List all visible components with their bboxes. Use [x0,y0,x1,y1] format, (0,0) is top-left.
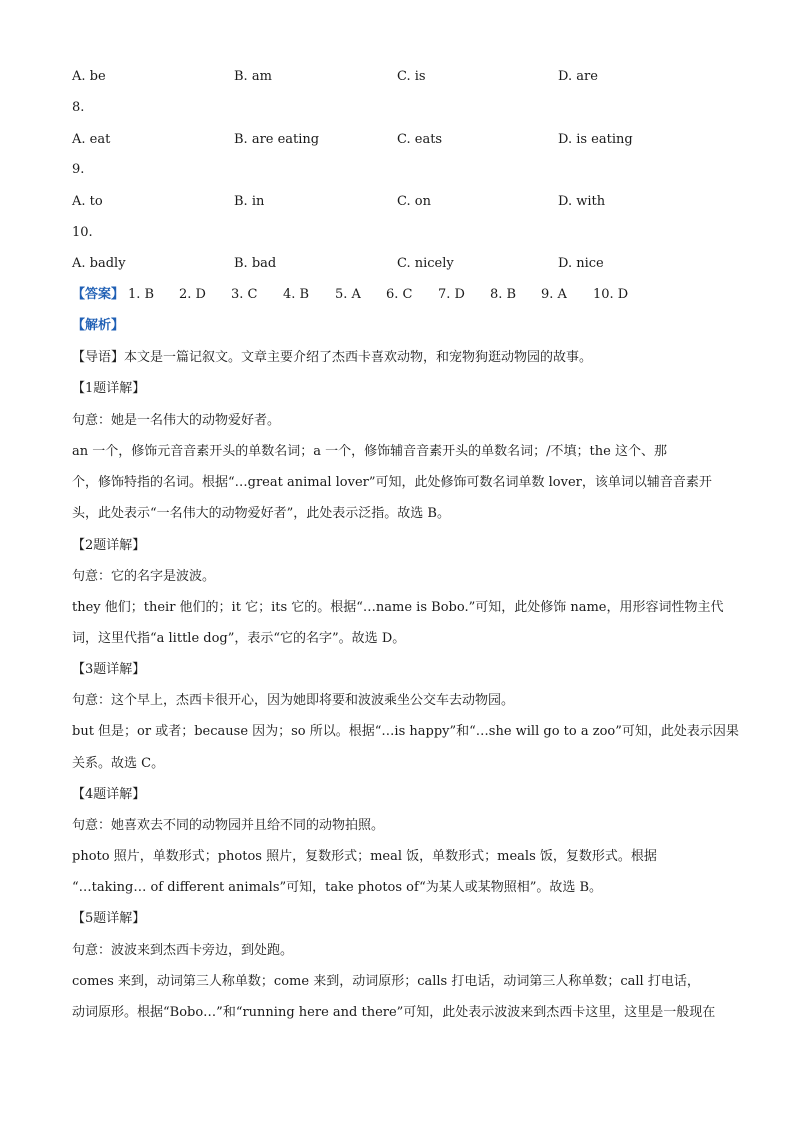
section-text-line: 关系。故选 C。 [72,756,165,771]
section-title: 【1题详解】 [72,381,146,396]
option-a: A. eat [72,132,111,147]
section-title: 【3题详解】 [72,662,146,677]
answer-item: 9. A [541,287,567,302]
question-number: 9. [72,162,85,177]
section-meaning: 句意：这个早上，杰西卡很开心，因为她即将要和波波乘坐公交车去动物园。 [72,693,515,708]
analysis-label: 【解析】 [72,318,125,333]
section-text-line: 头，此处表示“一名伟大的动物爱好者”，此处表示泛指。故选 B。 [72,506,450,521]
option-c: C. on [397,194,431,209]
section-text-line: 动词原形。根据“Bobo…”和“running here and there”可知，此处表示波波来到杰西卡这里，这里是一般现在 [72,1005,716,1020]
section-meaning: 句意：她是一名伟大的动物爱好者。 [72,413,281,428]
section-title: 【5题详解】 [72,911,146,926]
section-text-line: 词，这里代指“a little dog”，表示“它的名字”。故选 D。 [72,631,406,646]
intro-label: 【导语】 [72,350,125,365]
option-b: B. am [234,69,272,84]
answer-item: 1. B [128,287,155,302]
section-text-line: 个，修饰特指的名词。根据“…great animal lover”可知，此处修饰可数名词单数 lover，该单词以辅音音素开 [72,475,712,490]
question-number: 10. [72,225,93,240]
option-d: D. with [558,194,606,209]
section-text-line: but 但是；or 或者；because 因为；so 所以。根据“…is happy”和“…she will go to a zoo”可知，此处表示因果 [72,724,739,739]
section-title: 【2题详解】 [72,538,146,553]
section-title: 【4题详解】 [72,787,146,802]
option-d: D. nice [558,256,604,271]
section-text-line: comes 来到，动词第三人称单数；come 来到，动词原形；calls 打电话，动词第三人称单数；call 打电话， [72,974,700,989]
answer-label: 【答案】 [72,287,125,302]
section-meaning: 句意：波波来到杰西卡旁边，到处跑。 [72,943,294,958]
option-c: C. eats [397,132,443,147]
section-text-line: they 他们；their 他们的；it 它；its 它的。根据“…name is Bobo.”可知，此处修饰 name，用形容词性物主代 [72,600,724,615]
option-b: B. bad [234,256,277,271]
option-c: C. nicely [397,256,454,271]
answer-item: 4. B [283,287,310,302]
intro-line [72,349,592,367]
answer-item: 10. D [593,287,629,302]
answer-item: 7. D [438,287,465,302]
option-c: C. is [397,69,426,84]
section-meaning: 句意：她喜欢去不同的动物园并且给不同的动物拍照。 [72,818,385,833]
option-a: A. badly [72,256,126,271]
section-meaning: 句意：它的名字是波波。 [72,569,216,584]
option-d: D. is eating [558,132,633,147]
section-text-line: an 一个，修饰元音音素开头的单数名词；a 一个，修饰辅音音素开头的单数名词；/不填；the 这个、那 [72,444,667,459]
answer-item: 5. A [335,287,361,302]
option-a: A. be [72,69,106,84]
intro-text: 本文是一篇记叙文。文章主要介绍了杰西卡喜欢动物，和宠物狗逛动物园的故事。 [124,350,593,365]
answer-item: 3. C [231,287,258,302]
question-number: 8. [72,100,85,115]
option-b: B. are eating [234,132,320,147]
section-text-line: photo 照片，单数形式；photos 照片，复数形式；meal 饭，单数形式；meals 饭，复数形式。根据 [72,849,657,864]
answer-item: 2. D [179,287,206,302]
answer-item: 6. C [386,287,413,302]
option-b: B. in [234,194,265,209]
section-text-line: “…taking… of different animals”可知，take photos of“为某人或某物照相”。故选 B。 [72,880,603,895]
option-a: A. to [72,194,103,209]
option-d: D. are [558,69,598,84]
answer-item: 8. B [490,287,517,302]
